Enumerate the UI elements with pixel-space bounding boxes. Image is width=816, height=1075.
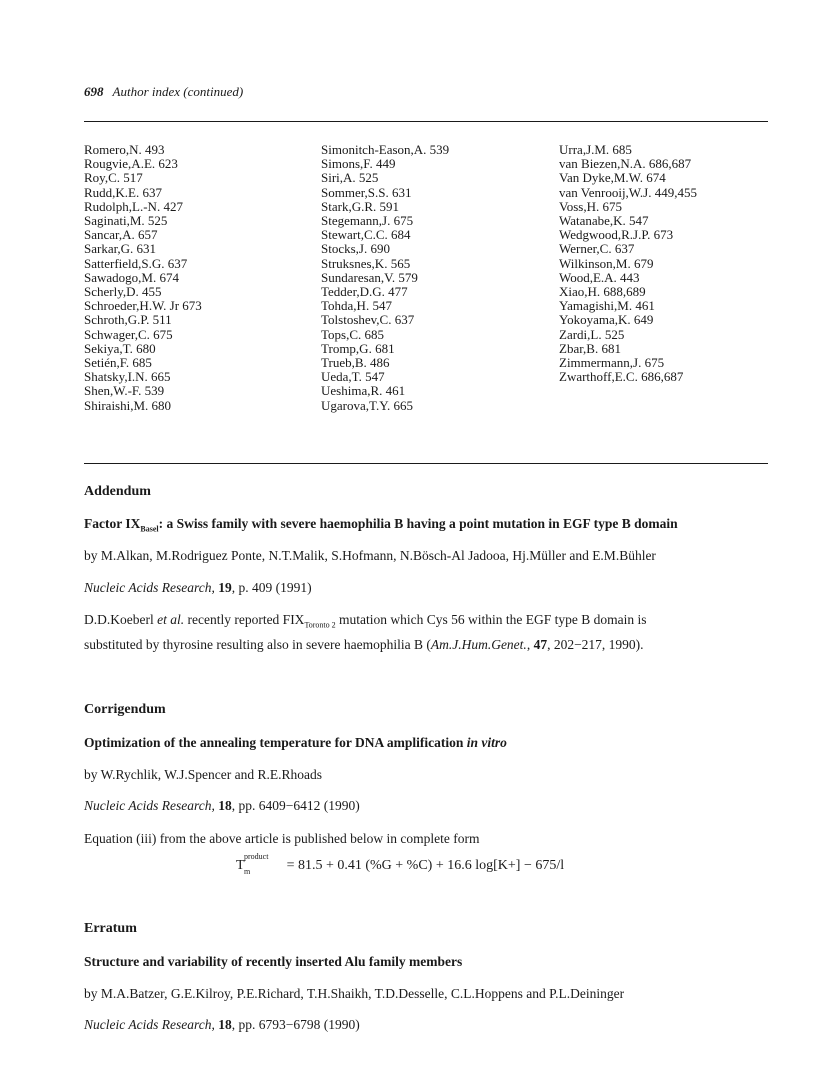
author-index-entry: Watanabe,K. 547 bbox=[559, 213, 649, 229]
author-index-column-3 bbox=[559, 143, 697, 384]
author-index-entry: Yamagishi,M. 461 bbox=[559, 298, 655, 314]
author-index-entry: Tohda,H. 547 bbox=[321, 298, 392, 314]
author-index-entry: Tromp,G. 681 bbox=[321, 340, 395, 356]
author-index-entry: Rudolph,L.-N. 427 bbox=[84, 198, 183, 214]
author-index-entry: Schwager,C. 675 bbox=[84, 326, 173, 342]
corrigendum-title: Optimization of the annealing temperature for DNA amplification in vitro bbox=[84, 735, 507, 750]
author-index-entry: Zardi,L. 525 bbox=[559, 326, 625, 342]
author-index-entry: Saginati,M. 525 bbox=[84, 213, 168, 229]
author-index-entry: Stark,G.R. 591 bbox=[321, 198, 399, 214]
author-index-entry: Stocks,J. 690 bbox=[321, 241, 390, 257]
author-index-entry: Wedgwood,R.J.P. 673 bbox=[559, 227, 674, 243]
author-index-entry: Satterfield,S.G. 637 bbox=[84, 255, 188, 271]
author-index-entry: Xiao,H. 688,689 bbox=[559, 284, 646, 300]
author-index-entry: Wood,E.A. 443 bbox=[559, 269, 640, 285]
author-index-entry: Roy,C. 517 bbox=[84, 170, 143, 186]
author-index-entry: Sundaresan,V. 579 bbox=[321, 269, 418, 285]
author-index-entry: Setién,F. 685 bbox=[84, 355, 152, 371]
author-index-column-1 bbox=[84, 143, 202, 413]
erratum-authors: by M.A.Batzer, G.E.Kilroy, P.E.Richard, T.H.Shaikh, T.D.Desselle, C.L.Hoppens and P.L.Deininger bbox=[84, 986, 625, 1001]
author-index-entry: Tops,C. 685 bbox=[321, 326, 385, 342]
top-rule bbox=[84, 121, 768, 122]
page-number: 698 bbox=[84, 84, 104, 99]
section-rule bbox=[84, 463, 768, 464]
corrigendum-authors: by W.Rychlik, W.J.Spencer and R.E.Rhoads bbox=[84, 767, 322, 782]
author-index-entry: Schroth,G.P. 511 bbox=[84, 312, 172, 328]
author-index-entry: Sommer,S.S. 631 bbox=[321, 184, 412, 200]
author-index-entry: Struksnes,K. 565 bbox=[321, 255, 411, 271]
author-index-entry: Yokoyama,K. 649 bbox=[559, 312, 654, 328]
author-index-entry: Schroeder,H.W. Jr 673 bbox=[84, 298, 202, 314]
corrigendum-heading: Corrigendum bbox=[84, 702, 166, 717]
author-index-entry: Zbar,B. 681 bbox=[559, 340, 621, 356]
author-index-entry: Shiraishi,M. 680 bbox=[84, 397, 172, 413]
corrigendum-citation: Nucleic Acids Research, 18, pp. 6409−6412 (1990) bbox=[84, 798, 360, 813]
author-index-entry: Shatsky,I.N. 665 bbox=[84, 369, 171, 385]
addendum-heading: Addendum bbox=[84, 484, 151, 499]
author-index-entry: Rougvie,A.E. 623 bbox=[84, 156, 178, 172]
author-index-entry: Tolstoshev,C. 637 bbox=[321, 312, 415, 328]
corrigendum-body: Equation (iii) from the above article is published below in complete form bbox=[84, 831, 480, 846]
melting-temperature-equation: T product m = 81.5 + 0.41 (%G + %C) + 16.6 log[K+] − 675/l bbox=[236, 852, 565, 876]
author-index-entry: Shen,W.-F. 539 bbox=[84, 383, 165, 399]
addendum-authors: by M.Alkan, M.Rodriguez Ponte, N.T.Malik, S.Hofmann, N.Bösch-Al Jadooa, Hj.Müller and E.M.Bühler bbox=[84, 548, 656, 563]
author-index-entry: Ueshima,R. 461 bbox=[321, 383, 406, 399]
running-title: Author index (continued) bbox=[112, 84, 244, 99]
author-index-entry: Romero,N. 493 bbox=[84, 142, 165, 157]
author-index-entry: Stewart,C.C. 684 bbox=[321, 227, 411, 243]
author-index-entry: Urra,J.M. 685 bbox=[559, 142, 632, 157]
author-index-entry: Simonitch-Eason,A. 539 bbox=[321, 142, 450, 157]
author-index-entry: Wilkinson,M. 679 bbox=[559, 255, 654, 271]
addendum-citation: Nucleic Acids Research, 19, p. 409 (1991) bbox=[84, 580, 312, 595]
author-index-entry: Zwarthoff,E.C. 686,687 bbox=[559, 369, 684, 385]
author-index-entry: Simons,F. 449 bbox=[321, 156, 396, 172]
author-index-entry: Siri,A. 525 bbox=[321, 170, 379, 186]
author-index-entry: Sancar,A. 657 bbox=[84, 227, 158, 243]
author-index-entry: Zimmermann,J. 675 bbox=[559, 355, 665, 371]
author-index-entry: van Biezen,N.A. 686,687 bbox=[559, 156, 692, 172]
author-index-entry: van Venrooij,W.J. 449,455 bbox=[559, 184, 697, 200]
author-index-entry: Ueda,T. 547 bbox=[321, 369, 385, 385]
author-index-entry: Rudd,K.E. 637 bbox=[84, 184, 162, 200]
author-index-entry: Voss,H. 675 bbox=[559, 198, 622, 214]
addendum-title: Factor $IX_{Basel}$: a Swiss family with severe haemophilia B having a point mutation in EGF type B domain bbox=[84, 516, 678, 534]
author-index-entry: Tedder,D.G. 477 bbox=[321, 284, 408, 300]
author-index-entry: Werner,C. 637 bbox=[559, 241, 635, 257]
erratum-title: Structure and variability of recently inserted Alu family members bbox=[84, 954, 463, 969]
page-header bbox=[84, 84, 243, 100]
author-index-entry: Sekiya,T. 680 bbox=[84, 340, 156, 356]
addendum-body: D.D.Koeberl et al. recently reported $FIX_{Toronto 2}$ mutation which Cys 56 within the EGF type B domain is substituted by thyrosine resulting also in severe haemophilia B (Am.J.Hum.Genet., 47, 202−217, 1990). bbox=[84, 612, 647, 652]
author-index-entry: Sawadogo,M. 674 bbox=[84, 269, 179, 285]
author-index-entry: Van Dyke,M.W. 674 bbox=[559, 170, 666, 186]
erratum-citation: Nucleic Acids Research, 18, pp. 6793−6798 (1990) bbox=[84, 1017, 360, 1032]
erratum-heading: Erratum bbox=[84, 921, 137, 936]
author-index-entry: Scherly,D. 455 bbox=[84, 284, 162, 300]
author-index-entry: Stegemann,J. 675 bbox=[321, 213, 414, 229]
author-index-entry: Sarkar,G. 631 bbox=[84, 241, 157, 257]
author-index-column-2 bbox=[321, 143, 449, 413]
author-index-entry: Trueb,B. 486 bbox=[321, 355, 390, 371]
author-index-entry: Ugarova,T.Y. 665 bbox=[321, 397, 413, 413]
